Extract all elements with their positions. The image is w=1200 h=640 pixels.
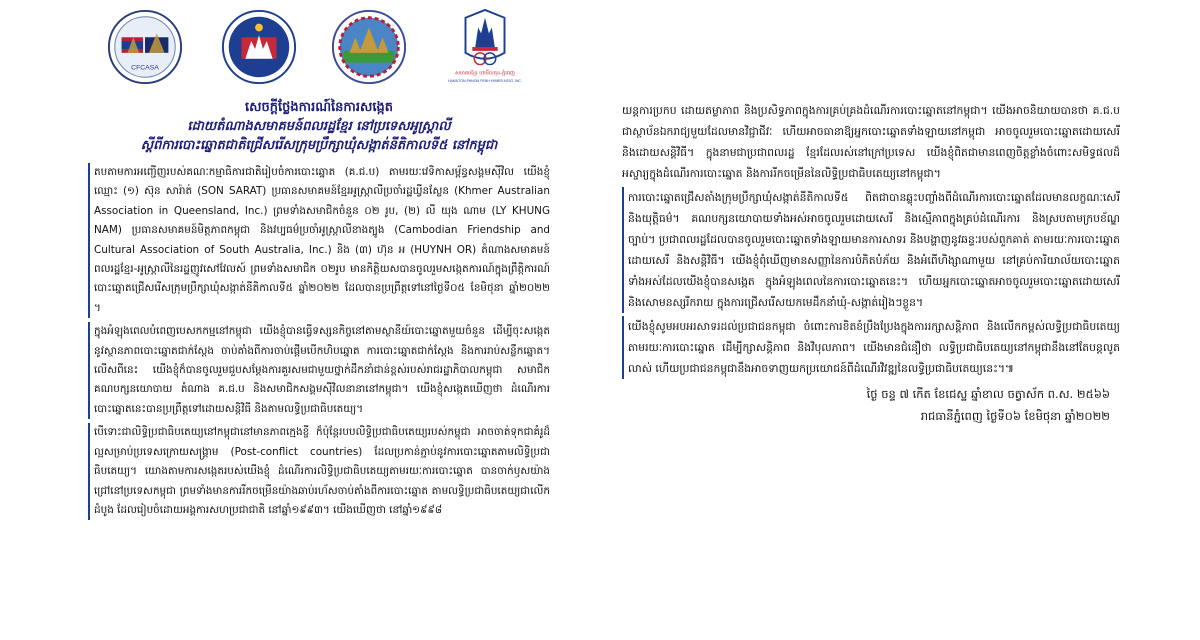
- cfcasa-logo: [106, 8, 184, 86]
- cfcasa-caption: CFCASA: [131, 64, 159, 72]
- title-line-3: ស្តីពីការបោះឆ្នោតជាតិជ្រើសរើសក្រុមប្រឹក្សាឃុំសង្កាត់នីតិកាលទី៥ នៅកម្ពុជា: [140, 138, 498, 153]
- paragraph-congratulations: យើងខ្ញុំសូមអបអរសាទរដល់ប្រជាជនកម្ពុជា ចំពោះការខិតខំប្រឹងប្រែងក្នុងការរក្សាសន្តិភាព និងលើកកម្ពស់លទ្ធិប្រជាធិបតេយ្យ តាមរយៈការបោះឆ្នោត ដើម្បីក្សាសន្តិភាព និងវិបុលភាព។ យើងមានជំនឿថា លទ្ធិប្រជាធិបតេយ្យនៅកម្ពុជានឹងនៅតែបន្តលូតលាស់ ហើយប្រជាជនកម្ពុជានឹងអាចទាញយកប្រយោជន៍ពីដំណើរវិវឌ្ឍនៃលទ្ធិប្រជាធិបតេយ្យនេះ។៕: [622, 316, 1120, 379]
- paragraph-nec: យន្តការប្រកប ដោយតម្លាភាព និងប្រសិទ្ធភាពក្នុងការគ្រប់គ្រងដំណើរការបោះឆ្នោតនៅកម្ពុជា។ យើងអាចនិយាយបានថា គ.ជ.ប ជាស្ថាប័នឯករាជ្យមួយដែលមានវិជ្ជាជីវៈ ហើយអាចធានាឱ្យអ្នកបោះឆ្នោតទាំងឡាយនៅកម្ពុជា អាចចូលរួមបោះឆ្នោតដោយសេរី និងដោយសន្តិវិធី។ ក្នុងនាមជាប្រជាពលរដ្ឋ ខ្មែរដែលរស់នៅក្រៅប្រទេស យើងខ្ញុំពិតជាមានពេញចិត្តខ្លាំងចំពោះសមិទ្ធផលដ៏អស្ចារ្យក្នុងដំណើរការបោះឆ្នោត និងការរីកចម្រើននៃលិទ្ធិប្រជាធិបតេយ្យនៅកម្ពុជា។: [622, 104, 1120, 180]
- gregorian-date: រាជធានីភ្នំពេញ ថ្ងៃទី០៦ ខែមិថុនា ឆ្នាំ២០២២: [920, 409, 1110, 423]
- khmer-australian-logo: [220, 8, 298, 86]
- logo-bar: [100, 8, 540, 88]
- date-block: [622, 383, 1120, 427]
- document-title: [88, 98, 550, 155]
- paragraph-mission: ក្នុងអំឡុងពេលបំពេញបេសកកម្មនៅកម្ពុជា យើងខ្ញុំបានធ្វើទស្សនកិច្ចនៅតាមស្ថានីយ៍បោះឆ្នោតមួយចំនួន ដើម្បីចុះសង្កេតនូវស្ថានភាពបោះឆ្នោតជាក់ស្តែង ចាប់តាំងពីការចាប់ផ្តើមបើកហិបឆ្នោត ការបោះឆ្នោតជាក់ស្តែង និងការរាប់សន្លឹកឆ្នោត។ លើសពីនេះ យើងខ្ញុំក៏បានចូលរួមជួបសម្តែងការគួរសមជាមួយថ្នាក់ដឹកនាំជាន់ខ្ពស់របស់រាជរដ្ឋាភិបាលកម្ពុជា សមាជិកគណបក្សនយោបាយ តំណាង គ.ជ.ប និងសមាជិកសង្គមស៊ីវិលនានានៅកម្ពុជា។ យើងខ្ញុំសង្កេតឃើញថា ដំណើរការបោះឆ្នោតនេះបានប្រព្រឹត្តទៅដោយសន្តិវិធី និងតាមលទ្ធិប្រជាធិបតេយ្យ។: [88, 322, 550, 419]
- paragraph-intro: តបតាមការអញ្ជើញរបស់គណៈកម្មាធិការជាតិរៀបចំការបោះឆ្នោត (គ.ជ.ប) តាមរយៈវេទិកាសម្ព័ន្ធសង្គមស៊ីវិល យើងខ្ញុំឈ្មោះ (១) ស៊ុន សារ៉ាត់ (SON SARAT) ប្រធានសមាគមន៍ខ្មែរអូស្ត្រាលីប្រចាំរដ្ឋឃ្វីនស្លែន (Khmer Australian Association in Queensland, Inc.) ព្រមទាំងសមាជិកចំនួន ០២ រូប, (២) លី យុង ណាម (LY KHUNG NAM) ប្រធានសមាគមន៍មិត្តភាពកម្ពុជា និងវប្បធម៌ប្រចាំអូស្ត្រាលីខាងត្បូង (Cambodian Friendship and Cultural Association of South Australia, Inc.) និង (៣) ហ៊ុន អ (HUYNH OR) តំណាងសមាគមន៍ពលរដ្ឋខ្មែរ-អូស្ត្រាលីនៃរដ្ឋញូវសៅវែលស៍ ព្រមទាំងសមាជិក ០២រូប មានកិត្តិយសបានចូលរួមសង្កេតការណ៍ក្នុងព្រឹត្តិការណ៍បោះឆ្នោតជ្រើសរើសក្រុមប្រឹក្សាឃុំសង្កាត់នីតិកាលទី៥ ឆ្នាំ២០២២ ដែលបានប្រព្រឹត្តទៅនៅថ្ងៃទី០៥ ខែមិថុនា ឆ្នាំ២០២២ ។: [88, 163, 550, 318]
- logo4-caption-2: HAMILTON-PHNOM PENH KHMER ASSO. INC.: [448, 79, 522, 84]
- paragraph-democracy: បើទោះជាលិទ្ធិប្រជាធិបតេយ្យនៅកម្ពុជានៅមានភាពក្មេងខ្ចី ក៏ប៉ុន្តែរបបលិទ្ធិប្រជាធិបតេយ្យរបស់កម្ពុជា អាចចាត់ទុកជាគំរូដ៏ល្អសម្រាប់ប្រទេសក្រោយសង្គ្រាម (Post-conflict countries) ដែលប្រកាន់ភ្ជាប់នូវការបោះឆ្នោតតាមលិទ្ធិប្រជាធិបតេយ្យ។ យោងតាមការសង្កេតរបស់យើងខ្ញុំ ដំណើរការលិទ្ធិប្រជាធិបតេយ្យតាមរយៈការបោះឆ្នោត បានចាក់ឫសយ៉ាងជ្រៅនៅប្រទេសកម្ពុជា ព្រមទាំងមានការរីកចម្រើនយ៉ាងឆាប់រហ័សចាប់តាំងពីការបោះឆ្នោត តាមលទ្ធិប្រជាធិបតេយ្យជាលើកដំបូង ដែលរៀបចំដោយអង្គការសហប្រជាជាតិ នៅឆ្នាំ១៩៩៣។ យើងឃើញថា នៅឆ្នាំ១៩៩៨: [88, 423, 550, 520]
- logo4-caption-1: សមាគមខ្មែរ ហាមីលតុន-ភ្នំពេញ: [455, 70, 515, 77]
- association-emblem-logo: [330, 8, 408, 86]
- title-line-1: សេចក្តីថ្លែងការណ៍នៃការសង្កេត: [245, 100, 393, 115]
- left-column: [88, 98, 550, 524]
- lunar-date: ថ្ងៃ ចន្ទ ៧ កើត ខែជេស្ឋ ឆ្នាំខាល ចត្វាស័ក ព.ស. ២៥៦៦: [866, 387, 1110, 401]
- hamilton-phnom-penh-logo: [440, 8, 530, 86]
- paragraph-election: ការបោះឆ្នោតជ្រើសតាំងក្រុមប្រឹក្សាឃុំសង្កាត់នីតិកាលទី៥ ពិតជាបានឆ្លុះបញ្ចាំងពីដំណើរការបោះឆ្នោតដែលមានលក្ខណៈសេរី និងយុត្តិធម៌។ គណបក្សនយោបាយទាំងអស់អាចចូលរួមដោយសេរី និងស្មើភាពក្នុងគ្រប់ដំណើរការ និងស្របតាមក្របខ័ណ្ឌច្បាប់។ ប្រជាពលរដ្ឋដែលបានចូលរួមបោះឆ្នោតទាំងឡាយមានការសាទរ និងបង្ហាញនូវឆន្ទៈរបស់ពួកគាត់ តាមរយៈការបោះឆ្នោតដោយសេរី និងសន្តិវិធី។ យើងខ្ញុំពុំឃើញមានសញ្ញានៃការបំភិតបំភ័យ និងអំពើហិង្សាណាមួយ នៅគ្រប់ការិយាល័យបោះឆ្នោតទាំងអស់ដែលយើងខ្ញុំបានសង្កេត ក្នុងអំឡុងពេលនៃការបោះឆ្នោតនេះ។ ហើយអ្នកបោះឆ្នោតអាចចូលរួមបោះឆ្នោតដោយសេរី និងសោមនស្សរីករាយ ក្នុងការជ្រើសរើសយកមេដឹកនាំឃុំ-សង្កាត់រៀងៗខ្លួន។: [622, 187, 1120, 313]
- right-column: [622, 100, 1120, 427]
- title-line-2: ដោយតំណាងសមាគមន៍ពលរដ្ឋខ្មែរ នៅប្រទេសអូស្ត្រាលី: [187, 119, 451, 134]
